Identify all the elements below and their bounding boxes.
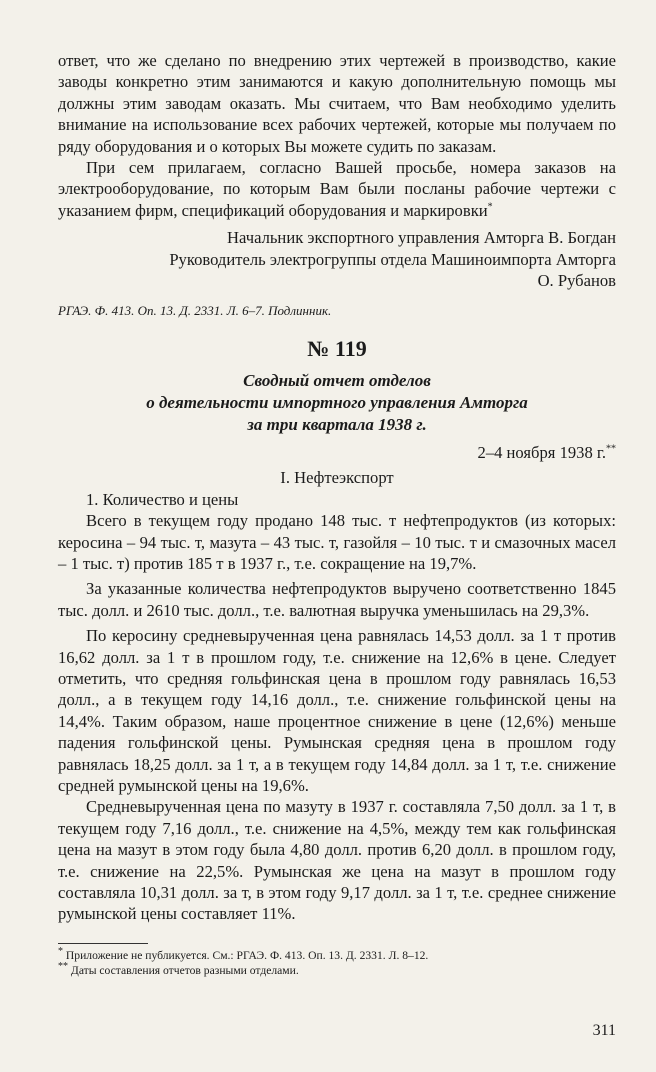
body-paragraph-4: Средневырученная цена по мазуту в 1937 г. составляла 7,50 долл. за 1 т, в текущем году 7,16 долл., т.е. снижение на 4,5%, между тем как гольфинская цена на мазут в этом году была 4,80 долл. против 6,20 долл. в прошлом году, т.е. снижение на 22,5%. Румынская же цена на мазут в прошлом году составляла 10,31 долл. за т, в этом году 9,17 долл. за 1 т, т.е. среднее снижение румынской цены составляет 11%. [58,797,616,924]
body-paragraph-2: За указанные количества нефтепродуктов выручено соответственно 1845 тыс. долл. и 2610 тыс. долл., т.е. валютная выручка уменьшилась на 29,3%. [58,579,616,620]
document-title-line-3: за три квартала 1938 г. [247,414,427,434]
footnote-1-mark: * [58,945,63,957]
footnote-1-text: Приложение не публикуется. См.: РГАЭ. Ф. 413. Оп. 13. Д. 2331. Л. 8–12. [65,948,429,962]
footnote-ref-1: * [487,201,493,213]
archive-source: РГАЭ. Ф. 413. Оп. 13. Д. 2331. Л. 6–7. Подлинник. [58,303,332,319]
paragraph-attachment [58,157,616,221]
subsection-title: 1. Количество и цены [86,489,239,509]
section-title: I. Нефтеэкспорт [280,468,394,488]
document-title-line-2: о деятельности импортного управления Амторга [146,392,528,412]
signature-1: Начальник экспортного управления Амторга В. Богдан [227,228,616,248]
paragraph-continuation: ответ, что же сделано по внедрению этих чертежей в производство, какие заводы конкретно этим занимаются и какую дополнительную помощь мы должны этим заводам оказать. Мы считаем, что Вам необходимо уделить внимание на использование всех рабочих чертежей, которые мы получаем по ряду оборудования и о которых Вы можете судить по заказам. [58,51,616,156]
page-number: 311 [592,1022,616,1039]
body-paragraph-1: Всего в текущем году продано 148 тыс. т нефтепродуктов (из которых: керосина – 94 тыс. т, мазута – 43 тыс. т, газойля – 10 тыс. т и смазочных масел – 1 тыс. т) против 185 т в 1937 г., т.е. сокращение на 19,7%. [58,511,616,573]
signature-3: О. Рубанов [537,271,616,291]
footnote-2-text: Даты составления отчетов разными отделами. [70,963,299,977]
footnote-1 [58,945,616,963]
footnote-ref-2: ** [606,443,616,455]
attachment-text: При сем прилагаем, согласно Вашей просьбе, номера заказов на электрооборудование, по которым Вам были посланы рабочие чертежи с указанием фирм, спецификаций оборудования и маркировки [58,158,616,220]
document-title-line-1: Сводный отчет отделов [243,370,431,390]
date-text: 2–4 ноября 1938 г. [477,442,606,462]
document-date [58,442,616,463]
footnote-2-mark: ** [58,960,68,972]
body-paragraph-3: По керосину средневырученная цена равнялась 14,53 долл. за 1 т против 16,62 долл. за 1 т в прошлом году, т.е. снижение на 12,6% в цене. Следует отметить, что средняя гольфинская цена в прошлом году равнялась 16,53 долл., а в текущем году 14,16 долл., т.е. снижение гольфинской цены на 14,4%. Таким образом, наше процентное снижение в цене (12,6%) меньше падения гольфинской цены. Румынская средняя цена в прошлом году равнялась 18,25 долл. за 1 т, а в текущем году 14,84 долл. за 1 т, т.е. снижение средней румынской цены на 19,6%. [58,626,616,795]
signature-2: Руководитель электрогруппы отдела Машиноимпорта Амторга [169,249,616,269]
footnote-divider [58,943,148,944]
page-body [58,50,616,978]
footnote-2 [58,960,616,978]
document-number: № 119 [307,335,367,361]
